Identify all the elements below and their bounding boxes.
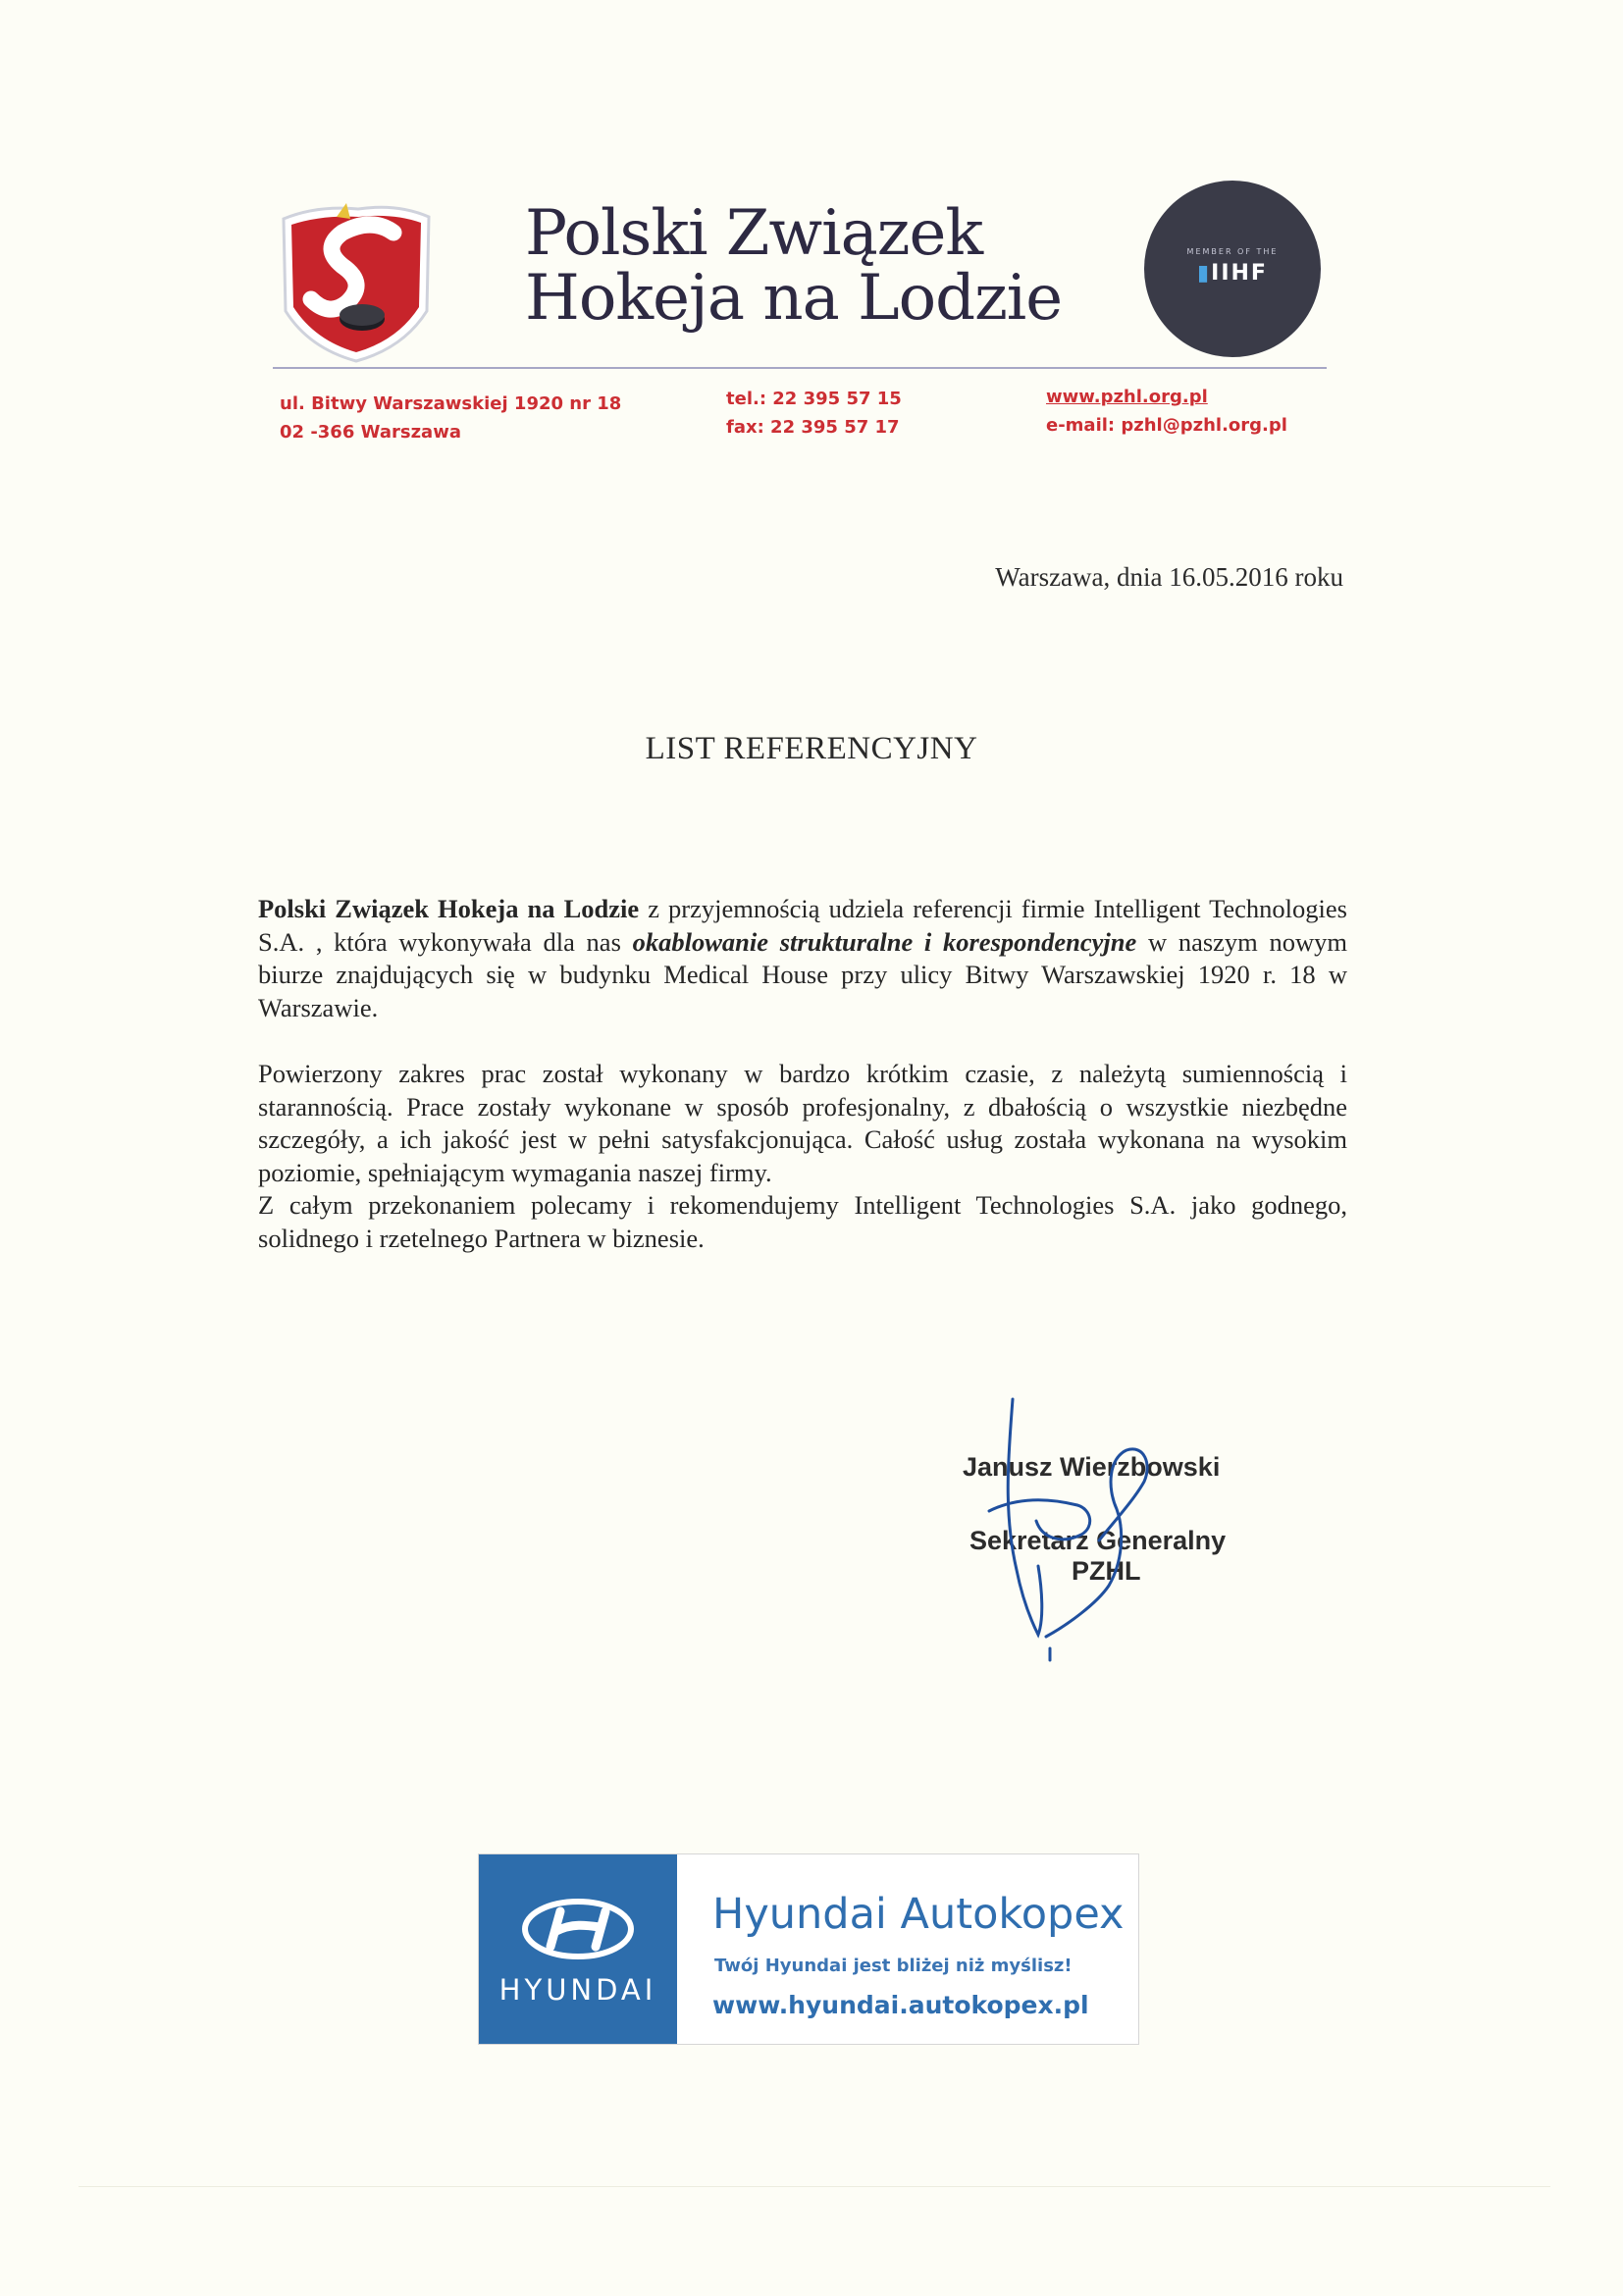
email-text[interactable]: e-mail: pzhl@pzhl.org.pl xyxy=(1046,415,1287,436)
sponsor-url[interactable]: www.hyundai.autokopex.pl xyxy=(712,1991,1089,2019)
paragraph-1-emphasis: okablowanie strukturalne i korespondencyjne xyxy=(632,926,1137,957)
org-name-bold: Polski Związek Hokeja na Lodzie xyxy=(258,894,640,923)
iihf-member-text: MEMBER OF THE xyxy=(1186,247,1279,256)
hyundai-wordmark: HYUNDAI xyxy=(498,1973,657,2007)
org-name-line2: Hokeja na Lodzie xyxy=(525,262,1063,335)
org-name-line1: Polski Związek xyxy=(525,197,983,270)
paragraph-2 xyxy=(258,1058,1347,1255)
sponsor-banner xyxy=(478,1853,1139,2045)
document-title: LIST REFERENCYJNY xyxy=(645,731,978,766)
phone-block xyxy=(726,385,902,442)
header-divider xyxy=(273,367,1327,369)
paragraph-1-text-b: w naszym nowym biurze znajdujących się w budynku Medical House przy ulicy Bitwy Warszawskiej 1920 r. 18 w Warszawie. xyxy=(258,926,1347,1022)
web-block xyxy=(1046,383,1287,440)
address-block xyxy=(280,390,621,446)
fax-text: fax: 22 395 57 17 xyxy=(726,417,900,438)
paragraph-2-sentence2: Z całym przekonaniem polecamy i rekomendujemy Intelligent Technologies S.A. jako godnego, solidnego i rzetelnego Partnera w biznesie. xyxy=(258,1190,1347,1253)
sponsor-title: Hyundai Autokopex xyxy=(712,1890,1125,1939)
hyundai-logo-panel xyxy=(479,1854,677,2044)
paragraph-1 xyxy=(258,893,1347,1024)
handwritten-signature-icon xyxy=(952,1393,1266,1668)
signatory-org: PZHL xyxy=(1072,1556,1141,1586)
tel-text: tel.: 22 395 57 15 xyxy=(726,389,902,409)
hyundai-logo-icon xyxy=(521,1898,635,1960)
iihf-name-text: IIHF xyxy=(1211,261,1268,286)
scan-edge xyxy=(79,2186,1550,2187)
pzhl-logo-icon xyxy=(278,193,435,363)
paragraph-2-sentence1: Powierzony zakres prac został wykonany w bardzo krótkim czasie, z należytą sumiennością i starannością. Prace zostały wykonane w sposób profesjonalny, z dbałością o wszystkie niezbędne szczegóły, a ich jakość jest w pełni satysfakcjonująca. Całość usług została wykonana na wysokim poziomie, spełniającym wymagania naszej firmy. xyxy=(258,1059,1347,1187)
address-line1: ul. Bitwy Warszawskiej 1920 nr 18 xyxy=(280,393,622,414)
website-link[interactable]: www.pzhl.org.pl xyxy=(1046,387,1208,407)
signatory-title: Sekretarz Generalny xyxy=(969,1526,1227,1555)
signatory-name: Janusz Wierzbowski xyxy=(963,1452,1221,1482)
iihf-badge-icon xyxy=(1144,181,1321,357)
paragraph-1-text-a: z przyjemnością udziela referencji firmie Intelligent Technologies S.A. , która wykonywała dla nas xyxy=(258,894,1347,957)
date-line: Warszawa, dnia 16.05.2016 roku xyxy=(995,562,1343,592)
address-line2: 02 -366 Warszawa xyxy=(280,422,461,443)
sponsor-tagline: Twój Hyundai jest bliżej niż myślisz! xyxy=(714,1956,1073,1976)
org-name xyxy=(525,197,1063,335)
iihf-name: ▮IIHF xyxy=(1197,261,1268,286)
